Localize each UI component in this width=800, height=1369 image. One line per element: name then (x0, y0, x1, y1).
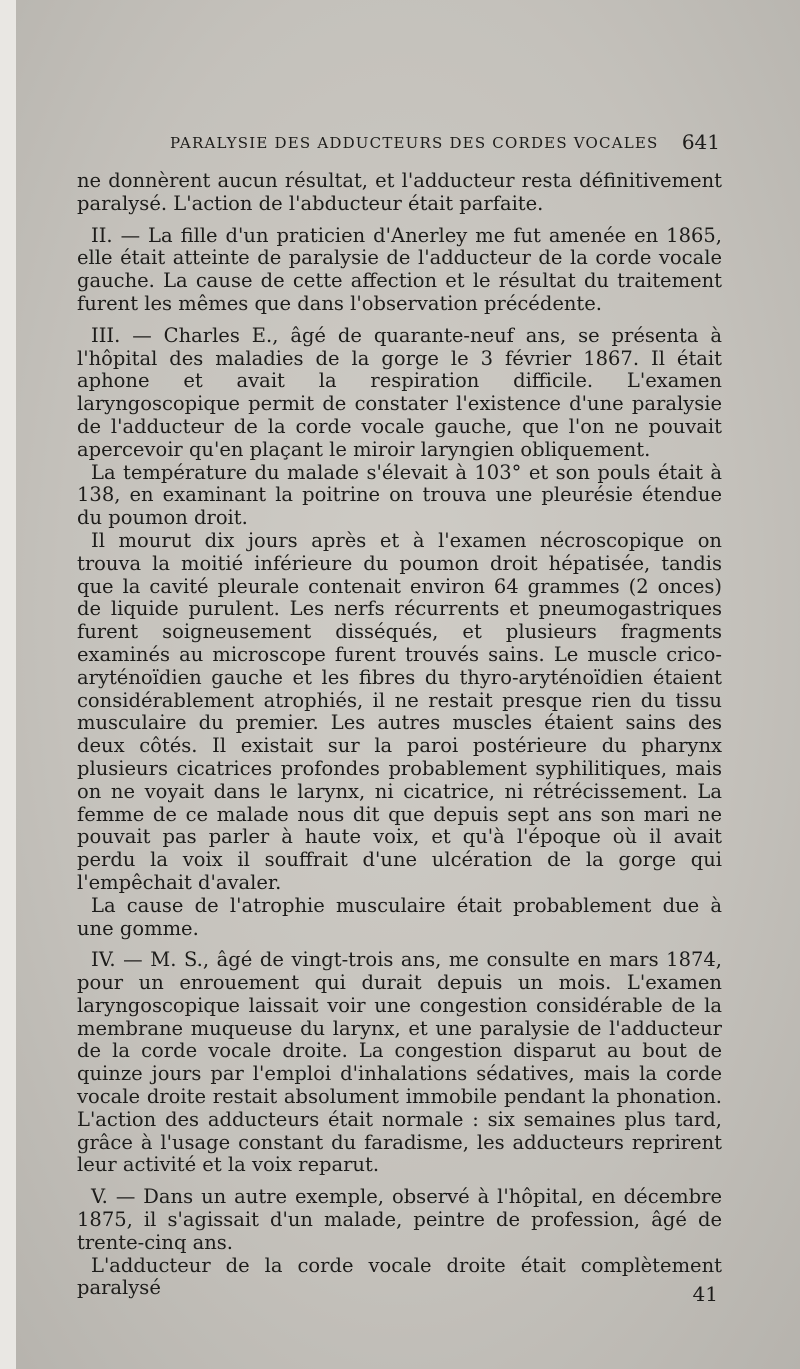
page-gutter-edge (0, 0, 16, 1369)
paragraph: La température du malade s'élevait à 103° et son pouls était à 138, en examinant la poitrine on trouva une pleurésie étendue du poumon droit. (77, 460, 722, 530)
running-title: PARALYSIE DES ADDUCTEURS DES CORDES VOCALES (170, 134, 659, 152)
running-header (170, 128, 720, 160)
page-number: 641 (681, 130, 720, 154)
paragraph: L'adducteur de la corde vocale droite était complètement paralysé (77, 1253, 722, 1300)
paragraph-observation-3: III. — Charles E., âgé de quarante-neuf ans, se présenta à l'hôpital des maladies de la gorge le 3 février 1867. Il était aphone et avait la respiration difficile. L'examen laryngoscopique permit de constater l'existence d'une paralysie de l'adducteur de la corde vocale gauche, que l'on ne pouvait apercevoir qu'en plaçant le miroir laryngien obliquement. (77, 323, 722, 461)
paragraph-observation-4: IV. — M. S., âgé de vingt-trois ans, me consulte en mars 1874, pour un enrouement qui durait depuis un mois. L'examen laryngoscopique laissait voir une congestion considérable de la membrane muqueuse du larynx, et une paralysie de l'adducteur de la corde vocale droite. La congestion disparut au bout de quinze jours par l'emploi d'inhalations sédatives, mais la corde vocale droite restait absolument immobile pendant la phonation. L'action des adducteurs était normale : six semaines plus tard, grâce à l'usage constant du faradisme, les adducteurs reprirent leur activité et la voix reparut. (77, 948, 722, 1177)
paragraph: La cause de l'atrophie musculaire était probablement due à une gomme. (77, 893, 722, 940)
signature-mark: 41 (692, 1282, 718, 1306)
paragraph-observation-2: II. — La fille d'un praticien d'Anerley me fut amenée en 1865, elle était atteinte de paralysie de l'adducteur de la corde vocale gauche. La cause de cette affection et le résultat du traitement furent les mêmes que dans l'observation précédente. (77, 223, 722, 315)
paragraph-observation-5: V. — Dans un autre exemple, observé à l'hôpital, en décembre 1875, il s'agissait d'un malade, peintre de profession, âgé de trente-cinq ans. (77, 1185, 722, 1254)
paragraph: ne donnèrent aucun résultat, et l'adducteur resta définitivement paralysé. L'action de l'abducteur était parfaite. (77, 169, 722, 215)
body-text (77, 170, 722, 1300)
paragraph: Il mourut dix jours après et à l'examen nécroscopique on trouva la moitié inférieure du poumon droit hépatisée, tandis que la cavité pleurale contenait environ 64 grammes (2 onces) de liquide purulent. Les nerfs récurrents et pneumogastriques furent soigneusement disséqués, et plusieurs fragments examinés au microscope furent trouvés sains. Le muscle crico-aryténoïdien gauche et les fibres du thyro-aryténoïdien étaient considérablement atrophiés, il ne restait presque rien du tissu musculaire du premier. Les autres muscles étaient sains des deux côtés. Il existait sur la paroi postérieure du pharynx plusieurs cicatrices profondes probablement syphilitiques, mais on ne voyait dans le larynx, ni cicatrice, ni rétrécissement. La femme de ce malade nous dit que depuis sept ans son mari ne pouvait pas parler à haute voix, et qu'à l'époque où il avait perdu la voix il souffrait d'une ulcération de la gorge qui l'empêchait d'avaler. (77, 528, 722, 894)
